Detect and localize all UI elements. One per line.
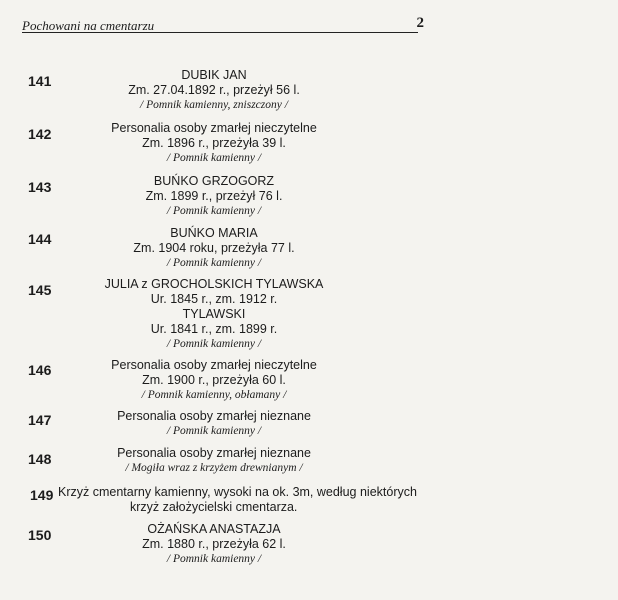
entry-note: / Pomnik kamienny / <box>166 152 262 164</box>
entry-line: Zm. 1900 r., przeżyła 60 l. <box>142 373 286 387</box>
entry-number: 143 <box>28 179 52 195</box>
entry-line: BUŃKO GRZOGORZ <box>153 174 275 188</box>
entry-line: TYLAWSKI <box>182 307 246 321</box>
entry-text <box>50 121 378 166</box>
entry-line: Ur. 1841 r., zm. 1899 r. <box>150 322 278 336</box>
entry-number: 150 <box>28 527 52 543</box>
entry-number: 144 <box>28 231 52 247</box>
entry-number: 148 <box>28 451 52 467</box>
entry-line: Zm. 1896 r., przeżyła 39 l. <box>142 136 286 150</box>
entry-line: Zm. 27.04.1892 r., przeżył 56 l. <box>128 83 300 97</box>
entry-note: / Pomnik kamienny / <box>166 257 262 269</box>
entry-line: Zm. 1880 r., przeżyła 62 l. <box>142 537 286 551</box>
entry-text <box>50 358 378 403</box>
entry-line: DUBIK JAN <box>181 68 247 82</box>
entry-line: Zm. 1904 roku, przeżyła 77 l. <box>133 241 295 255</box>
entry-note: / Pomnik kamienny, obłamany / <box>141 389 287 401</box>
entry-number: 149 <box>30 487 54 503</box>
page-header <box>22 12 424 33</box>
entry-note: / Pomnik kamienny, zniszczony / <box>140 99 288 111</box>
entry-note: / Pomnik kamienny / <box>166 205 262 217</box>
entry-note: / Pomnik kamienny / <box>166 425 262 437</box>
entry-number: 147 <box>28 412 52 428</box>
entry-line: Personalia osoby zmarłej nieczytelne <box>111 121 317 135</box>
entry-line: Zm. 1899 r., przeżył 76 l. <box>145 189 283 203</box>
entry-note: / Mogiła wraz z krzyżem drewnianym / <box>125 462 303 474</box>
entry-text <box>50 522 378 567</box>
entry-line: Ur. 1845 r., zm. 1912 r. <box>150 292 278 306</box>
entry-text <box>50 277 378 352</box>
entry-number: 146 <box>28 362 52 378</box>
entry-text <box>50 174 378 219</box>
entry-line: Personalia osoby zmarłej nieznane <box>117 409 311 423</box>
entry-note: / Pomnik kamienny / <box>166 553 262 565</box>
entry-text <box>50 68 378 113</box>
entry-text <box>58 485 618 515</box>
page-number: 2 <box>416 15 424 31</box>
entry-note: / Pomnik kamienny / <box>166 338 262 350</box>
entry-line: Krzyż cmentarny kamienny, wysoki na ok. 3m, według niektórych <box>58 485 417 499</box>
header-title: Pochowani na cmentarzu <box>22 18 155 33</box>
entry-line: OŻAŃSKA ANASTAZJA <box>147 522 281 536</box>
entry-line: JULIA z GROCHOLSKICH TYLAWSKA <box>104 277 324 291</box>
entry-text <box>50 409 378 439</box>
entry-line: BUŃKO MARIA <box>170 226 258 240</box>
entry-number: 145 <box>28 282 52 298</box>
entry-text <box>50 226 378 271</box>
entry-line: Personalia osoby zmarłej nieznane <box>117 446 311 460</box>
entry-line: Personalia osoby zmarłej nieczytelne <box>111 358 317 372</box>
entry-line: krzyż założycielski cmentarza. <box>130 500 298 514</box>
entry-text <box>50 446 378 476</box>
entry-number: 141 <box>28 73 52 89</box>
entry-number: 142 <box>28 126 52 142</box>
